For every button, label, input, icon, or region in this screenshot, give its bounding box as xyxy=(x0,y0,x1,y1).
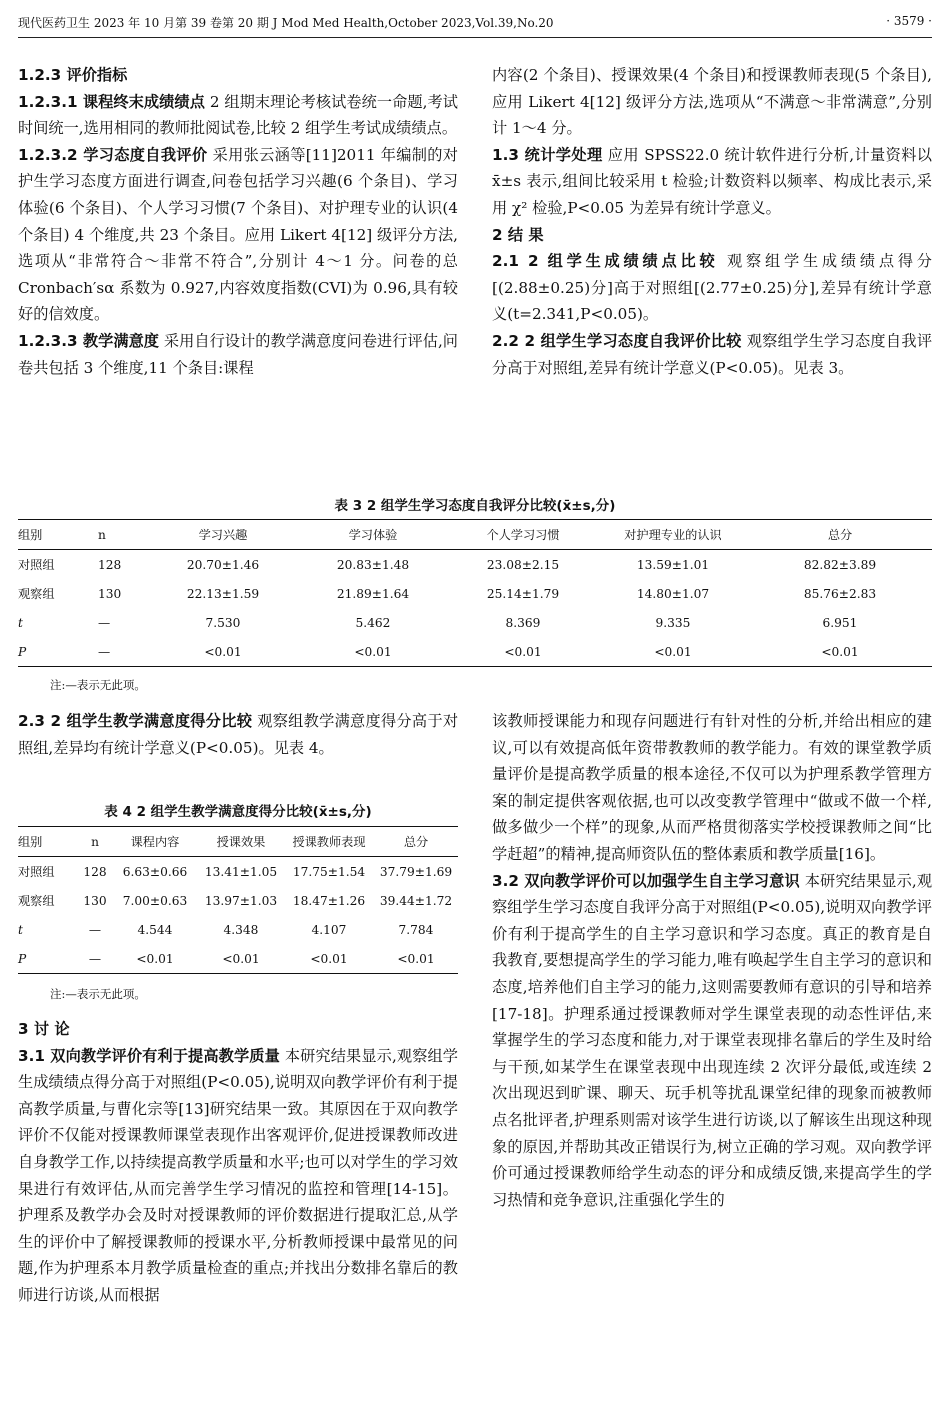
table-row: t — 7.530 5.462 8.369 9.335 6.951 xyxy=(18,615,858,630)
journal-citation: 现代医药卫生 2023 年 10 月第 39 卷第 20 期 J Mod Med Health,October 2023,Vol.39,No.20 xyxy=(18,16,554,30)
table4-note: 注:—表示无此项。 xyxy=(50,987,146,1001)
right-column-bottom xyxy=(492,708,932,1213)
paragraph: 3.1 双向教学评价有利于提高教学质量 本研究结果显示,观察组学生成绩绩点得分高于对照组(P<0.05),说明双向教学评价有利于提高教学质量,与曹化宗等[13]研究结果一致。其原因在于双向教学评价不仅能对授课教师课堂表现作出客观评价,促进授课教师改进自身教学工作,以持续提高教学质量和水平;也可以对学生的学习效果进行有效评估,从而完善学生学习情况的监控和管理[14-15]。护理系及教学办会及时对授课教师的评价数据进行提取汇总,从学生的评价中了解授课教师的授课水平,分析教师授课中最常见的问题,作为护理系本月教学质量检查的重点;并找出分数排名靠后的教师进行访谈,从而根据 xyxy=(18,1046,458,1304)
table-header-row: 组别 n 课程内容 授课效果 授课教师表现 总分 xyxy=(18,827,458,857)
table-row: P — <0.01 <0.01 <0.01 <0.01 <0.01 xyxy=(18,644,859,659)
paragraph: 2.2 2 组学生学习态度自我评价比较 观察组学生学习态度自我评分高于对照组,差异有统计学意义(P<0.05)。见表 3。 xyxy=(492,331,933,377)
table-row: 观察组 130 22.13±1.59 21.89±1.64 25.14±1.79 14.80±1.07 85.76±2.83 xyxy=(18,586,877,601)
table4-title: 表 4 2 组学生教学满意度得分比较(x̄±s,分) xyxy=(104,804,372,820)
header-rule xyxy=(18,37,932,38)
table-row: 对照组 128 6.63±0.66 13.41±1.05 17.75±1.54 37.79±1.69 xyxy=(18,864,453,879)
table3 xyxy=(18,519,932,667)
table-row: 对照组 128 20.70±1.46 20.83±1.48 23.08±2.15 13.59±1.01 82.82±3.89 xyxy=(18,557,877,572)
table-row: t — 4.544 4.348 4.107 7.784 xyxy=(18,922,434,937)
table3-title: 表 3 2 组学生学习态度自我评分比较(x̄±s,分) xyxy=(334,498,616,514)
table-header-row: 组别 n 学习兴趣 学习体验 个人学习习惯 对护理专业的认识 总分 xyxy=(18,520,932,550)
table4 xyxy=(18,826,458,974)
paragraph: 2.3 2 组学生教学满意度得分比较 观察组教学满意度得分高于对照组,差异均有统计学意义(P<0.05)。见表 4。 xyxy=(18,712,459,757)
paragraph: 2.1 2 组学生成绩绩点比较 观察组学生成绩绩点得分[(2.88±0.25)分]高于对照组[(2.77±0.25)分],差异有统计学意义(t=2.341,P<0.05)。 xyxy=(492,252,932,324)
page-number: · 3579 · xyxy=(886,14,932,28)
paragraph: 内容(2 个条目)、授课效果(4 个条目)和授课教师表现(5 个条目),应用 Likert 4[12] 级评分方法,选项从“不满意～非常满意”,分别计 1～4 分。 xyxy=(492,66,932,138)
paragraph: 3.2 双向教学评价可以加强学生自主学习意识 本研究结果显示,观察组学生学习态度自我评分高于对照组(P<0.05),说明双向教学评价有利于提高学生的自主学习意识和学习态度。真正的教育是自我教育,要想提高学生的学习能力,唯有唤起学生自主学习的意识和态度,培养他们自主学习的能力,这则需要教师有意识的引导和培养[17-18]。护理系通过授课教师对学生课堂表现的动态性评估,来掌握学生的学习态度和能力,对于课堂表现排名靠后的学生及时给与干预,如某学生在课堂表现中出现连续 2 次评分最低,或连续 2 次出现迟到旷课、聊天、玩手机等扰乱课堂纪律的现象而被教师点名批评者,护理系则需对该学生进行访谈,以了解该生出现这种现象的原因,并帮助其改正错误行为,树立正确的学习观。双向教学评价可通过授课教师给学生动态的评分和成绩反馈,来提高学生的学习热情和竞争意识,注重强化学生的 xyxy=(492,871,933,1209)
table-row: 观察组 130 7.00±0.63 13.97±1.03 18.47±1.26 39.44±1.72 xyxy=(18,893,453,908)
left-column-mid xyxy=(18,708,458,761)
table3-note: 注:—表示无此项。 xyxy=(50,678,146,692)
paragraph: 1.2.3 评价指标 xyxy=(18,66,128,84)
paragraph: 该教师授课能力和现存问题进行有针对性的分析,并给出相应的建议,可以有效提高低年资带教教师的教学能力。有效的课堂教学质量评价是提高教学质量的根本途径,不仅可以为护理系教学管理方案的制定提供客观依据,也可以改变教学管理中“做或不做一个样,做多做少一个样”的现象,从而严格贯彻落实学校授课教师之间“比学赶超”的精神,提高师资队伍的整体素质和教学质量[16]。 xyxy=(492,712,932,863)
left-column-bottom xyxy=(18,1016,458,1309)
left-column-top xyxy=(18,62,458,381)
running-header xyxy=(18,14,932,34)
paragraph: 1.2.3.1 课程终末成绩绩点 2 组期末理论考核试卷统一命题,考试时间统一,选用相同的教师批阅试卷,比较 2 组学生考试成绩绩点。 xyxy=(18,92,458,138)
paragraph: 1.2.3.3 教学满意度 采用自行设计的教学满意度问卷进行评估,问卷共包括 3 个维度,11 个条目:课程 xyxy=(18,331,458,377)
table-row: P — <0.01 <0.01 <0.01 <0.01 xyxy=(18,951,435,966)
paragraph: 1.3 统计学处理 应用 SPSS22.0 统计软件进行分析,计量资料以 x̄±s 表示,组间比较采用 t 检验;计数资料以频率、构成比表示,采用 χ² 检验,P<0.05 为差异有统计学意义。 xyxy=(492,145,932,217)
section-heading: 2 结 果 xyxy=(492,225,544,244)
paragraph: 1.2.3.2 学习态度自我评价 采用张云涵等[11]2011 年编制的对护生学习态度方面进行调查,问卷包括学习兴趣(6 个条目)、学习体验(6 个条目)、个人学习习惯(7 个条目)、对护理专业的认识(4 个条目) 4 个维度,共 23 个条目。应用 Likert 4[12] 级评分方法,选项从“非常符合～非常不符合”,分别计 4～1 分。问卷的总 Cronbach′sα 系数为 0.927,内容效度指数(CVI)为 0.96,具有较好的信效度。 xyxy=(18,145,458,324)
section-heading: 3 讨 论 xyxy=(18,1020,70,1038)
right-column-top xyxy=(492,62,932,381)
